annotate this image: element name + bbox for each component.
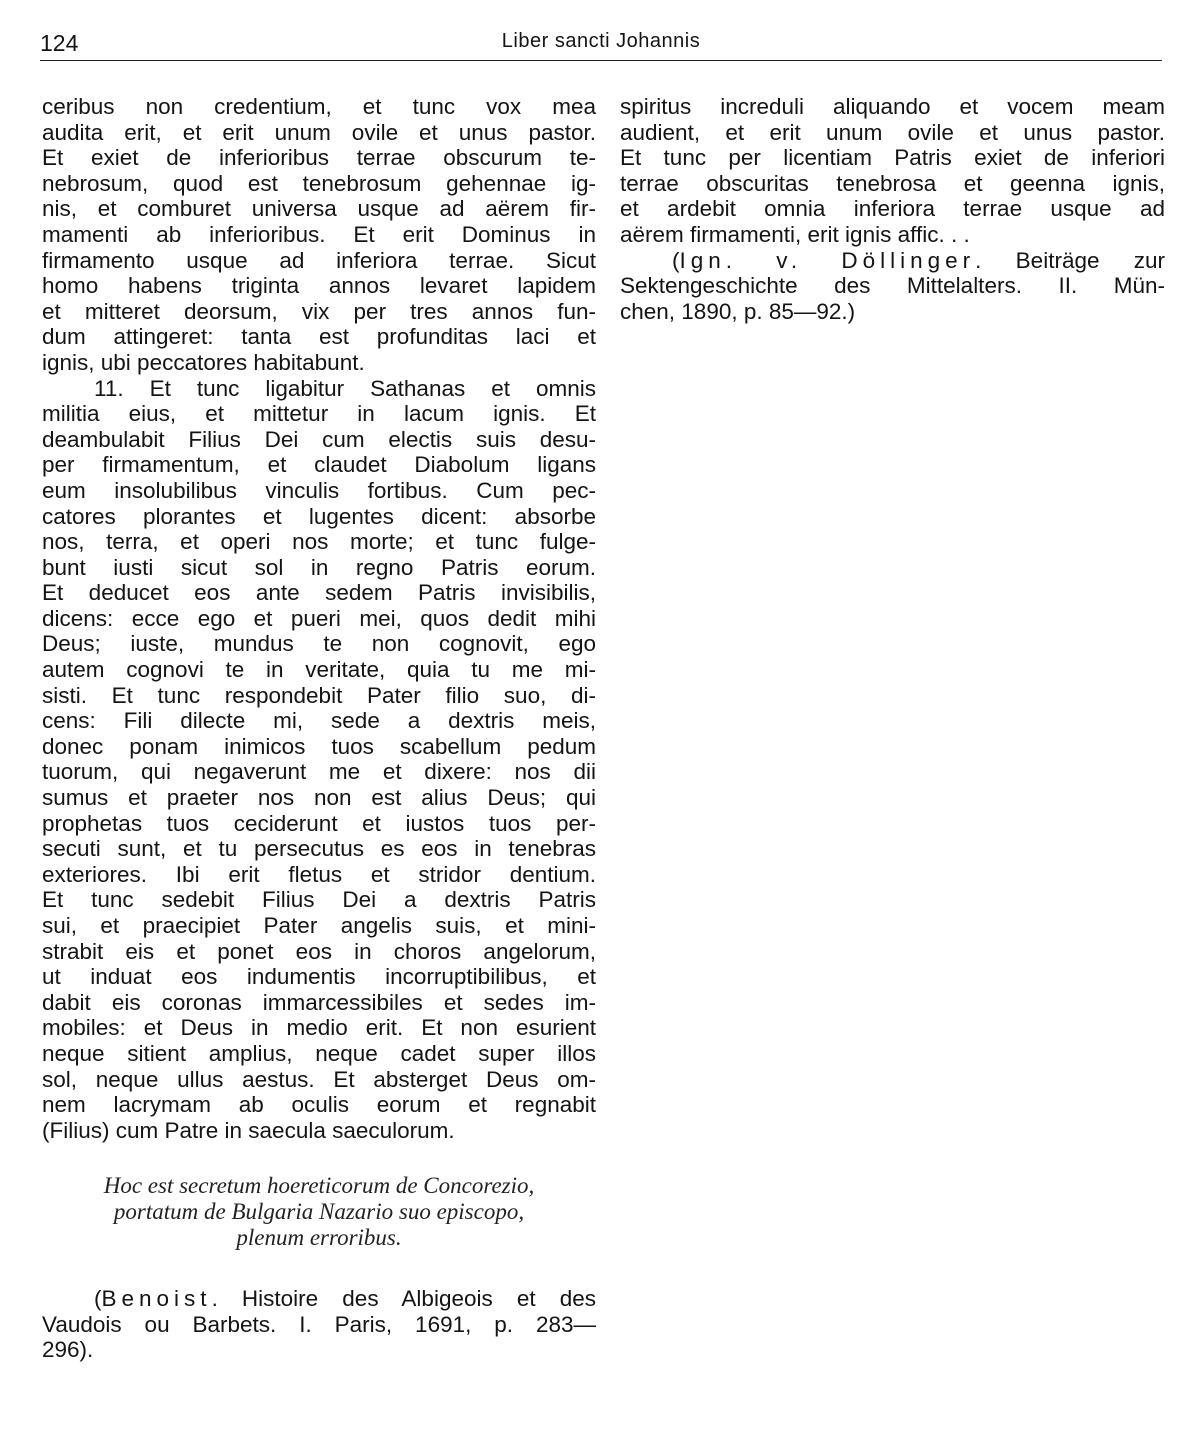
- text-line: 11. Et tunc ligabitur Sathanas et omnis: [94, 375, 596, 401]
- text-line: Deus; iuste, mundus te non cognovit, ego: [42, 631, 596, 657]
- colophon-line: portatum de Bulgaria Nazario suo episcopo,: [113, 1198, 525, 1224]
- text-line: mamenti ab inferioribus. Et erit Dominus in: [42, 221, 596, 247]
- text-line: dabit eis coronas immarcessibiles et sedes im-: [42, 989, 596, 1015]
- text-line: et ardebit omnia inferiora terrae usque ad: [620, 196, 1165, 222]
- text-line: ceribus non credentium, et tunc vox mea: [42, 94, 596, 119]
- text-line: secuti sunt, et tu persecutus es eos in tenebras: [42, 836, 596, 862]
- text-line: sumus et praeter nos non est alius Deus; qui: [42, 785, 596, 811]
- text-line: Et tunc per licentiam Patris exiet de inferiori: [620, 145, 1165, 171]
- text-line: sui, et praecipiet Pater angelis suis, et mini-: [42, 913, 596, 938]
- text-line: strabit eis et ponet eos in choros angelorum,: [42, 938, 596, 964]
- text-line: donec ponam inimicos tuos scabellum pedum: [42, 733, 596, 759]
- text-line: sol, neque ullus aestus. Et absterget Deus om-: [42, 1066, 596, 1092]
- citation-benoist: [42, 1286, 596, 1363]
- citation-line: (Benoist. Histoire des Albigeois et des: [94, 1286, 596, 1312]
- text-line: audient, et erit unum ovile et unus pastor.: [620, 119, 1165, 145]
- text-line: autem cognovi te in veritate, quia tu me mi-: [42, 657, 596, 683]
- text-line: ignis, ubi peccatores habitabunt.: [42, 349, 365, 375]
- citation-line: (Ign. v. Döllinger. Beiträge zur: [672, 247, 1165, 273]
- page-header: [40, 28, 1162, 61]
- text-line: prophetas tuos ceciderunt et iustos tuos per-: [42, 810, 596, 836]
- colophon-line: plenum erroribus.: [236, 1224, 402, 1250]
- text-line: et mitteret deorsum, vix per tres annos fun-: [42, 298, 596, 324]
- paragraph-10-continuation: [42, 94, 596, 376]
- citation-line: Sektengeschichte des Mittelalters. II. Mün-: [620, 273, 1165, 299]
- text-line: exteriores. Ibi erit fletus et stridor dentium.: [42, 861, 596, 887]
- text-line: ut induat eos indumentis incorruptibilibus, et: [42, 964, 596, 990]
- colophon: [42, 1173, 596, 1250]
- text-line: nebrosum, quod est tenebrosum gehennae ig-: [42, 170, 596, 196]
- text-line: homo habens triginta annos levaret lapidem: [42, 273, 596, 299]
- text-line: dicens: ecce ego et pueri mei, quos dedit mihi: [42, 605, 596, 631]
- text-line: nis, et comburet universa usque ad aërem fir-: [42, 196, 596, 222]
- text-line: mobiles: et Deus in medio erit. Et non esurient: [42, 1015, 596, 1041]
- text-line: nem lacrymam ab oculis eorum et regnabit: [42, 1092, 596, 1118]
- citation-title: . Beiträge zur: [975, 247, 1165, 273]
- text-line: bunt iusti sicut sol in regno Patris eorum.: [42, 554, 596, 580]
- text-line: deambulabit Filius Dei cum electis suis desu-: [42, 426, 596, 452]
- text-line: per firmamentum, et claudet Diabolum ligans: [42, 452, 596, 478]
- text-line: sisti. Et tunc respondebit Pater filio suo, di-: [42, 682, 596, 708]
- citation-dollinger: [620, 248, 1165, 325]
- text-line: (Filius) cum Patre in saecula saeculorum.: [42, 1117, 455, 1143]
- text-line: tuorum, qui negaverunt me et dixere: nos dii: [42, 759, 596, 785]
- text-line: terrae obscuritas tenebrosa et geenna ignis,: [620, 170, 1165, 196]
- text-line: Et exiet de inferioribus terrae obscurum te-: [42, 145, 596, 171]
- text-line: firmamento usque ad inferiora terrae. Sicut: [42, 247, 596, 273]
- citation-author: Ign. v. Döllinger: [679, 247, 976, 273]
- parallel-text-paragraph: [620, 94, 1165, 248]
- text-line: spiritus increduli aliquando et vocem meam: [620, 94, 1165, 119]
- paragraph-11: [42, 376, 596, 1144]
- text-line: militia eius, et mittetur in lacum ignis. Et: [42, 401, 596, 427]
- citation-line: Vaudois ou Barbets. I. Paris, 1691, p. 283—: [42, 1311, 596, 1337]
- citation-author: Benoist: [101, 1286, 212, 1312]
- citation-line: chen, 1890, p. 85—92.): [620, 298, 856, 324]
- right-column: [620, 94, 1165, 324]
- running-title: Liber sancti Johannis: [501, 30, 701, 52]
- citation-title: . Histoire des Albigeois et des: [211, 1286, 596, 1312]
- text-line: dum attingeret: tanta est profunditas laci et: [42, 324, 596, 350]
- left-column: [42, 94, 596, 1363]
- colophon-line: Hoc est secretum hoereticorum de Concorezio,: [103, 1173, 535, 1199]
- text-line: eum insolubilibus vinculis fortibus. Cum pec-: [42, 477, 596, 503]
- text-line: catores plorantes et lugentes dicent: absorbe: [42, 503, 596, 529]
- citation-line: 296).: [42, 1337, 94, 1363]
- text-line: cens: Fili dilecte mi, sede a dextris meis,: [42, 708, 596, 734]
- text-line: Et tunc sedebit Filius Dei a dextris Patris: [42, 887, 596, 913]
- page-number: 124: [40, 30, 79, 56]
- text-line: nos, terra, et operi nos morte; et tunc fulge-: [42, 529, 596, 555]
- text-line: Et deducet eos ante sedem Patris invisibilis,: [42, 580, 596, 606]
- text-line: aërem firmamenti, erit ignis affic. . .: [620, 221, 970, 247]
- text-line: audita erit, et erit unum ovile et unus pastor.: [42, 119, 596, 145]
- text-line: neque sitient amplius, neque cadet super illos: [42, 1040, 596, 1066]
